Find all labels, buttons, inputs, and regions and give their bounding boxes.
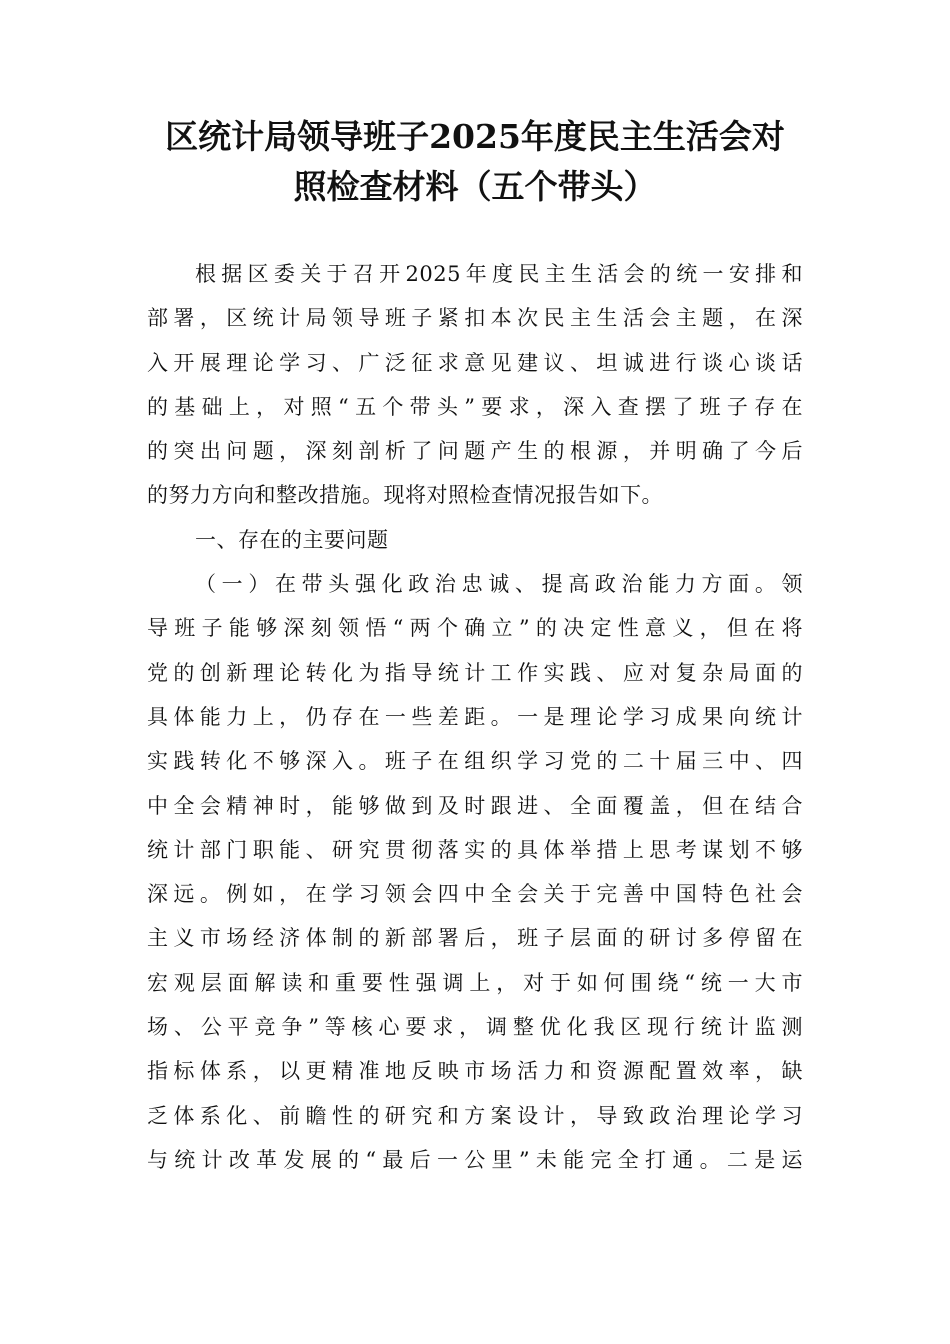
document-body — [147, 252, 803, 1182]
subsection-first-line — [147, 562, 803, 606]
text-line: 宏观层面解读和重要性强调上，对于如何围绕“统一大市 — [147, 970, 803, 995]
subsection-paragraph — [147, 562, 803, 1182]
section-heading: 一、存在的主要问题 — [195, 527, 389, 552]
text-line: 党的创新理论转化为指导统计工作实践、应对复杂局面的 — [147, 660, 803, 685]
text-line: 根据区委关于召开2025年度民主生活会的统一安排和 — [195, 262, 803, 286]
text-line: 主义市场经济体制的新部署后，班子层面的研讨多停留在 — [147, 926, 803, 951]
intro-paragraph — [147, 252, 803, 518]
text-line: 的努力方向和整改措施。现将对照检查情况报告如下。 — [147, 483, 663, 508]
text-line: 部署，区统计局领导班子紧扣本次民主生活会主题，在深 — [147, 306, 803, 331]
title-line-1: 区统计局领导班子2025年度民主生活会对 — [165, 117, 785, 156]
text-line: 入开展理论学习、广泛征求意见建议、坦诚进行谈心谈话 — [147, 350, 803, 375]
text-line: 统计部门职能、研究贯彻落实的具体举措上思考谋划不够 — [147, 837, 803, 862]
text-line: 深远。例如，在学习领会四中全会关于完善中国特色社会 — [147, 882, 803, 907]
text-line: 的突出问题，深刻剖析了问题产生的根源，并明确了今后 — [147, 439, 803, 464]
text-line: 指标体系，以更精准地反映市场活力和资源配置效率，缺 — [147, 1059, 803, 1084]
text-line: 导班子能够深刻领悟“两个确立”的决定性意义，但在将 — [147, 616, 803, 641]
text-line: 的基础上，对照“五个带头”要求，深入查摆了班子存在 — [147, 394, 803, 419]
text-line: 场、公平竞争”等核心要求，调整优化我区现行统计监测 — [147, 1015, 803, 1040]
title-line-2: 照检查材料（五个带头） — [293, 167, 657, 206]
text-line: 实践转化不够深入。班子在组织学习党的二十届三中、四 — [147, 749, 803, 774]
subsection-heading: （一）在带头强化政治忠诚、提高政治能力方面。 — [195, 572, 782, 597]
text-line: 中全会精神时，能够做到及时跟进、全面覆盖，但在结合 — [147, 793, 803, 818]
subsection-first-line-rest: 领 — [781, 572, 803, 597]
text-line: 与统计改革发展的“最后一公里”未能完全打通。二是运 — [147, 1147, 803, 1172]
text-line: 具体能力上，仍存在一些差距。一是理论学习成果向统计 — [147, 704, 803, 729]
text-line: 乏体系化、前瞻性的研究和方案设计，导致政治理论学习 — [147, 1103, 803, 1128]
document-title — [120, 112, 830, 212]
